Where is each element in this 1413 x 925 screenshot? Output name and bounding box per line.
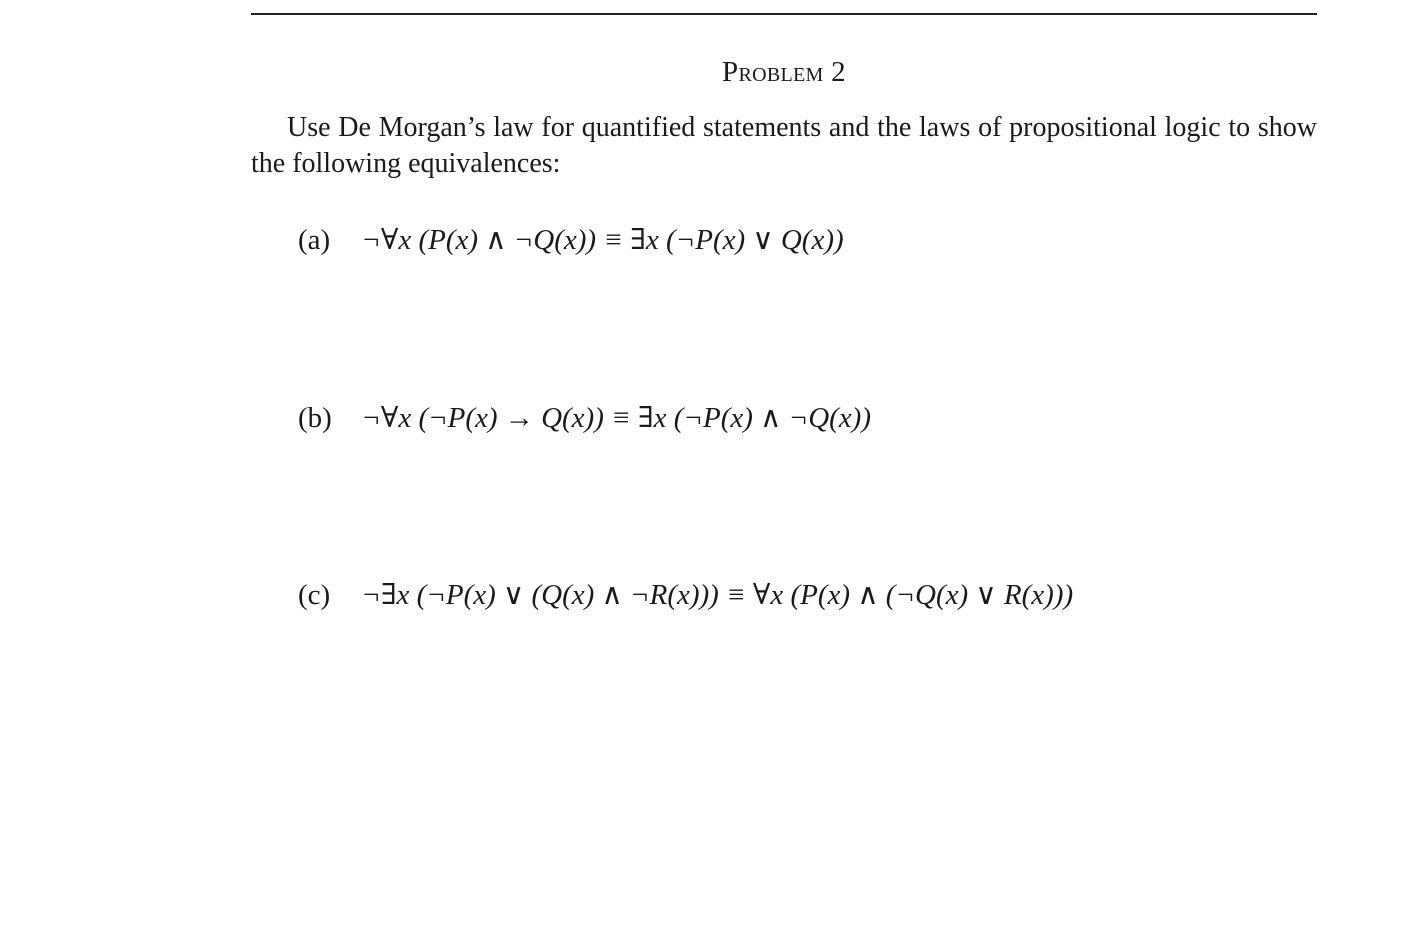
problem-label-b: (b) [298,402,332,434]
problem-expression-b: ¬∀x (¬P(x) → Q(x)) ≡ ∃x (¬P(x) ∧ ¬Q(x)) [361,402,871,434]
problem-title: Problem 2 [722,56,846,88]
problem-label-c: (c) [298,579,331,611]
problem-label-a: (a) [298,224,331,256]
problem-item-a [298,222,844,257]
top-horizontal-rule [251,13,1317,15]
problem-expression-a: ¬∀x (P(x) ∧ ¬Q(x)) ≡ ∃x (¬P(x) ∨ Q(x)) [361,224,844,256]
problem-expression-c: ¬∃x (¬P(x) ∨ (Q(x) ∧ ¬R(x))) ≡ ∀x (P(x) ∧ (¬Q(x) ∨ R(x))) [361,579,1074,611]
problem-item-c [298,577,1073,612]
problem-instructions: Use De Morgan’s law for quantified statements and the laws of propositional logic to show the following equivalences: [251,112,1317,179]
problem-item-b [298,400,871,435]
